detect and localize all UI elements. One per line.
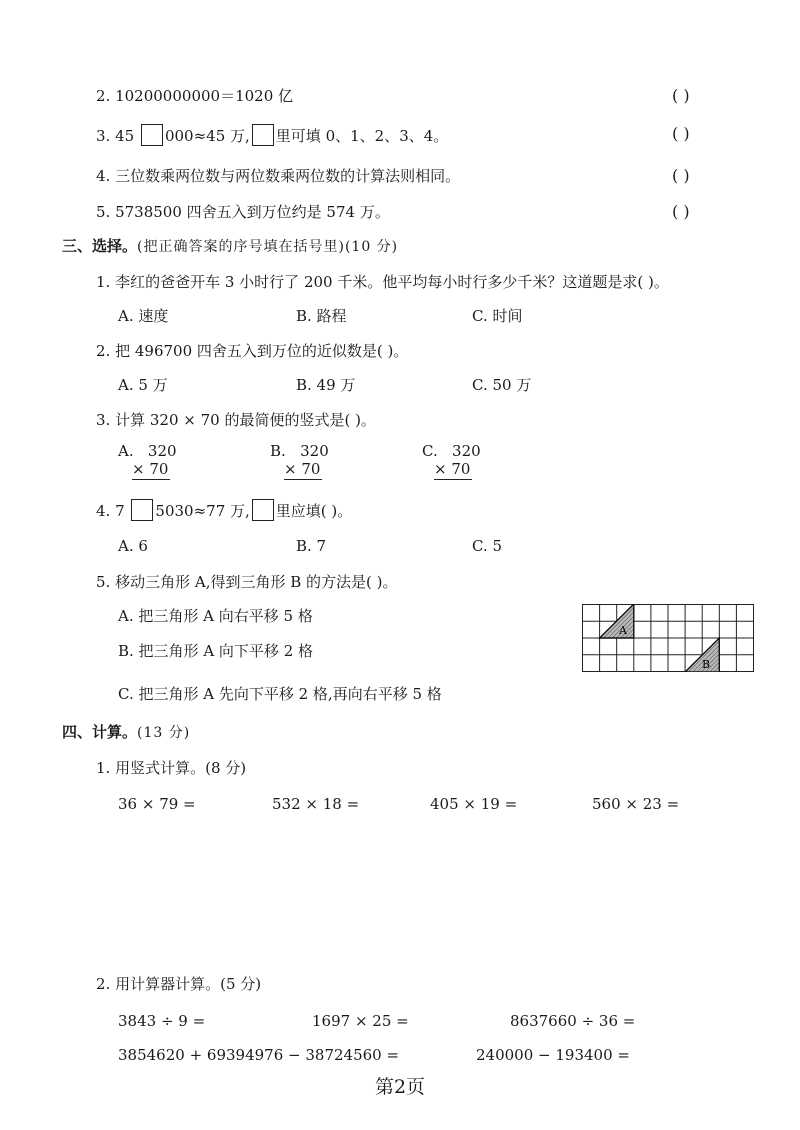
option-b[interactable]: B. 49 万	[296, 376, 356, 394]
calc-problem: 3843 ÷ 9 =	[118, 1012, 206, 1030]
choice-q5: 5. 移动三角形 A,得到三角形 B 的方法是( )。	[96, 573, 398, 591]
option-a[interactable]: A. 5 万	[118, 376, 168, 394]
calc-problem: 560 × 23 =	[592, 795, 680, 813]
option-c[interactable]: C. 把三角形 A 先向下平移 2 格,再向右平移 5 格	[118, 685, 442, 703]
calc-problem: 36 × 79 =	[118, 795, 196, 813]
judge-item-4: 4. 三位数乘两位数与两位数乘两位数的计算法则相同。	[96, 167, 461, 185]
option-c[interactable]: C. 时间	[472, 307, 523, 325]
calc-problem: 405 × 19 =	[430, 795, 518, 813]
calc-part-2-title: 2. 用计算器计算。(5 分)	[96, 975, 262, 993]
calc-problem: 8637660 ÷ 36 =	[510, 1012, 636, 1030]
option-b[interactable]: B. 7	[296, 537, 327, 555]
option-c[interactable]: C. 50 万	[472, 376, 532, 394]
translation-grid-figure	[582, 604, 754, 672]
fill-box	[131, 499, 153, 521]
fill-box	[252, 124, 274, 146]
option-a-vertical[interactable]: A. 320 × 70	[118, 442, 177, 478]
triangle-a-label: A	[619, 624, 627, 637]
option-a[interactable]: A. 速度	[118, 307, 169, 325]
fill-box[interactable]	[141, 124, 163, 146]
judge-item-3: 3. 45 000≈45 万, 里可填 0、1、2、3、4。	[96, 124, 448, 146]
option-b[interactable]: B. 路程	[296, 307, 347, 325]
option-c[interactable]: C. 5	[472, 537, 503, 555]
judge-item-2: 2. 10200000000＝1020 亿	[96, 87, 294, 105]
answer-paren[interactable]: ( )	[672, 124, 690, 143]
choice-q4: 4. 7 5030≈77 万, 里应填( )。	[96, 499, 352, 521]
answer-paren[interactable]: ( )	[672, 166, 690, 185]
fill-box	[252, 499, 274, 521]
option-a[interactable]: A. 把三角形 A 向右平移 5 格	[118, 607, 313, 625]
calc-problem: 240000 − 193400 =	[476, 1046, 630, 1064]
calc-problem: 1697 × 25 =	[312, 1012, 409, 1030]
judge-item-5: 5. 5738500 四舍五入到万位约是 574 万。	[96, 203, 390, 221]
triangle-b-label: B	[702, 658, 711, 671]
page-number: 第2页	[374, 1076, 426, 1098]
option-a[interactable]: A. 6	[118, 537, 148, 555]
option-b[interactable]: B. 把三角形 A 向下平移 2 格	[118, 642, 314, 660]
answer-paren[interactable]: ( )	[672, 202, 690, 221]
choice-q1: 1. 李红的爸爸开车 3 小时行了 200 千米。他平均每小时行多少千米？这道题是求( )。	[96, 273, 669, 291]
choice-q2: 2. 把 496700 四舍五入到万位的近似数是( )。	[96, 342, 409, 360]
calc-problem: 532 × 18 =	[272, 795, 360, 813]
choice-q3: 3. 计算 320 × 70 的最简便的竖式是( )。	[96, 411, 376, 429]
answer-paren[interactable]: ( )	[672, 86, 690, 105]
calc-part-1-title: 1. 用竖式计算。(8 分)	[96, 759, 247, 777]
section-title-calc: 四、计算。(13 分)	[62, 723, 191, 741]
option-b-vertical[interactable]: B. 320 × 70	[270, 442, 329, 478]
calc-problem: 3854620 + 69394976 − 38724560 =	[118, 1046, 400, 1064]
option-c-vertical[interactable]: C. 320 × 70	[422, 442, 481, 478]
section-title-choice: 三、选择。(把正确答案的序号填在括号里)(10 分)	[62, 237, 399, 255]
